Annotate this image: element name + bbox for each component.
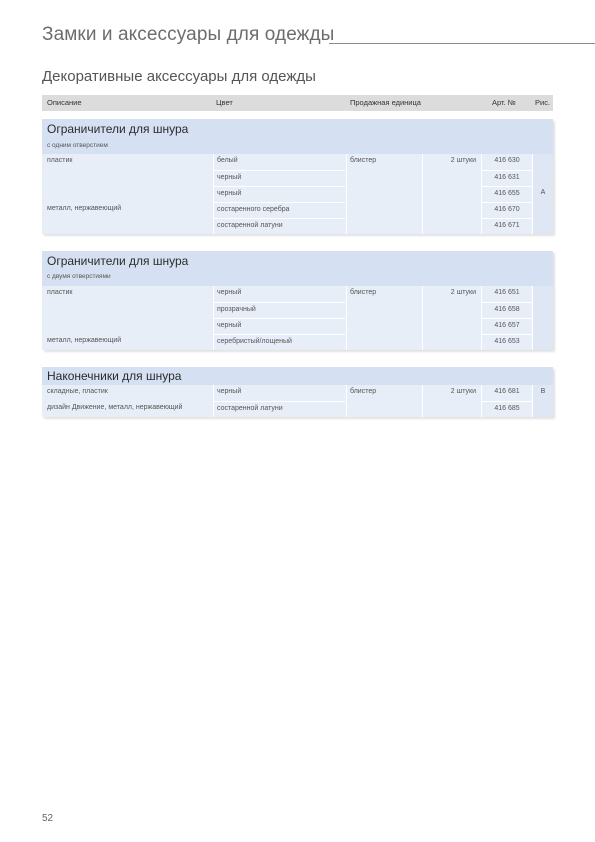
group-title: Ограничители для шнура bbox=[47, 122, 189, 136]
sales-unit-cell: блистер bbox=[346, 385, 422, 417]
article-cell: 416 651 bbox=[481, 286, 532, 302]
article-cell: 416 631 bbox=[481, 170, 532, 186]
article-cell: 416 655 bbox=[481, 186, 532, 202]
col-color: Цвет bbox=[216, 98, 233, 107]
article-cell: 416 670 bbox=[481, 202, 532, 218]
section-title: Декоративные аксессуары для одежды bbox=[42, 68, 316, 85]
quantity-cell: 2 штуки bbox=[422, 286, 481, 350]
group-header bbox=[42, 251, 553, 286]
color-cell: состаренной латуни bbox=[213, 218, 345, 234]
group-body bbox=[42, 154, 553, 234]
description-cell: металл, нержавеющий bbox=[47, 337, 122, 344]
description-cell bbox=[42, 302, 212, 318]
article-cell: 416 658 bbox=[481, 302, 532, 318]
description-cell: складные, пластик bbox=[47, 388, 108, 395]
color-cell: прозрачный bbox=[213, 302, 345, 318]
description-cell: дизайн Движение, металл, нержавеющий bbox=[47, 404, 183, 411]
col-article: Арт. № bbox=[492, 98, 516, 107]
product-group-cord-stoppers-two-holes bbox=[42, 251, 553, 350]
col-description: Описание bbox=[47, 98, 82, 107]
article-cell: 416 681 bbox=[481, 385, 532, 401]
figure-cell: B bbox=[532, 385, 553, 417]
color-cell: состаренной латуни bbox=[213, 401, 345, 417]
sales-unit-cell: блистер bbox=[346, 154, 422, 234]
col-sales-unit: Продажная единица bbox=[350, 98, 421, 107]
description-cell: пластик bbox=[47, 289, 73, 296]
color-cell: черный bbox=[213, 186, 345, 202]
color-cell: черный bbox=[213, 170, 345, 186]
color-cell: серебристый/лощеный bbox=[213, 334, 345, 350]
color-cell: черный bbox=[213, 385, 345, 401]
description-cell bbox=[42, 318, 212, 334]
figure-cell: A bbox=[532, 154, 553, 234]
article-cell: 416 657 bbox=[481, 318, 532, 334]
color-cell: белый bbox=[213, 154, 345, 170]
color-cell: черный bbox=[213, 286, 345, 302]
figure-cell bbox=[532, 286, 553, 350]
quantity-cell: 2 штуки bbox=[422, 154, 481, 234]
product-group-cord-stoppers-one-hole bbox=[42, 119, 553, 234]
description-cell: пластик bbox=[47, 157, 73, 164]
group-title: Наконечники для шнура bbox=[47, 369, 182, 383]
color-cell: состаренного серебра bbox=[213, 202, 345, 218]
col-figure: Рис. bbox=[535, 98, 551, 107]
description-cell bbox=[42, 218, 212, 234]
quantity-cell: 2 штуки bbox=[422, 385, 481, 417]
article-cell: 416 630 bbox=[481, 154, 532, 170]
color-cell: черный bbox=[213, 318, 345, 334]
product-group-cord-ends bbox=[42, 367, 553, 417]
sales-unit-cell: блистер bbox=[346, 286, 422, 350]
group-title: Ограничители для шнура bbox=[47, 254, 189, 268]
page-number: 52 bbox=[42, 813, 54, 824]
description-cell bbox=[42, 170, 212, 186]
group-header bbox=[42, 119, 553, 154]
page-title: Замки и аксессуары для одежды bbox=[42, 24, 335, 45]
article-cell: 416 653 bbox=[481, 334, 532, 350]
group-subtitle: с двумя отверстиями bbox=[47, 273, 111, 280]
group-body bbox=[42, 385, 553, 417]
group-body bbox=[42, 286, 553, 350]
article-cell: 416 671 bbox=[481, 218, 532, 234]
title-rule bbox=[329, 43, 595, 44]
description-cell bbox=[42, 186, 212, 202]
group-subtitle: с одним отверстием bbox=[47, 142, 108, 149]
group-header bbox=[42, 367, 553, 385]
article-cell: 416 685 bbox=[481, 401, 532, 417]
description-cell: металл, нержавеющий bbox=[47, 205, 122, 212]
column-header-bar bbox=[42, 95, 553, 111]
